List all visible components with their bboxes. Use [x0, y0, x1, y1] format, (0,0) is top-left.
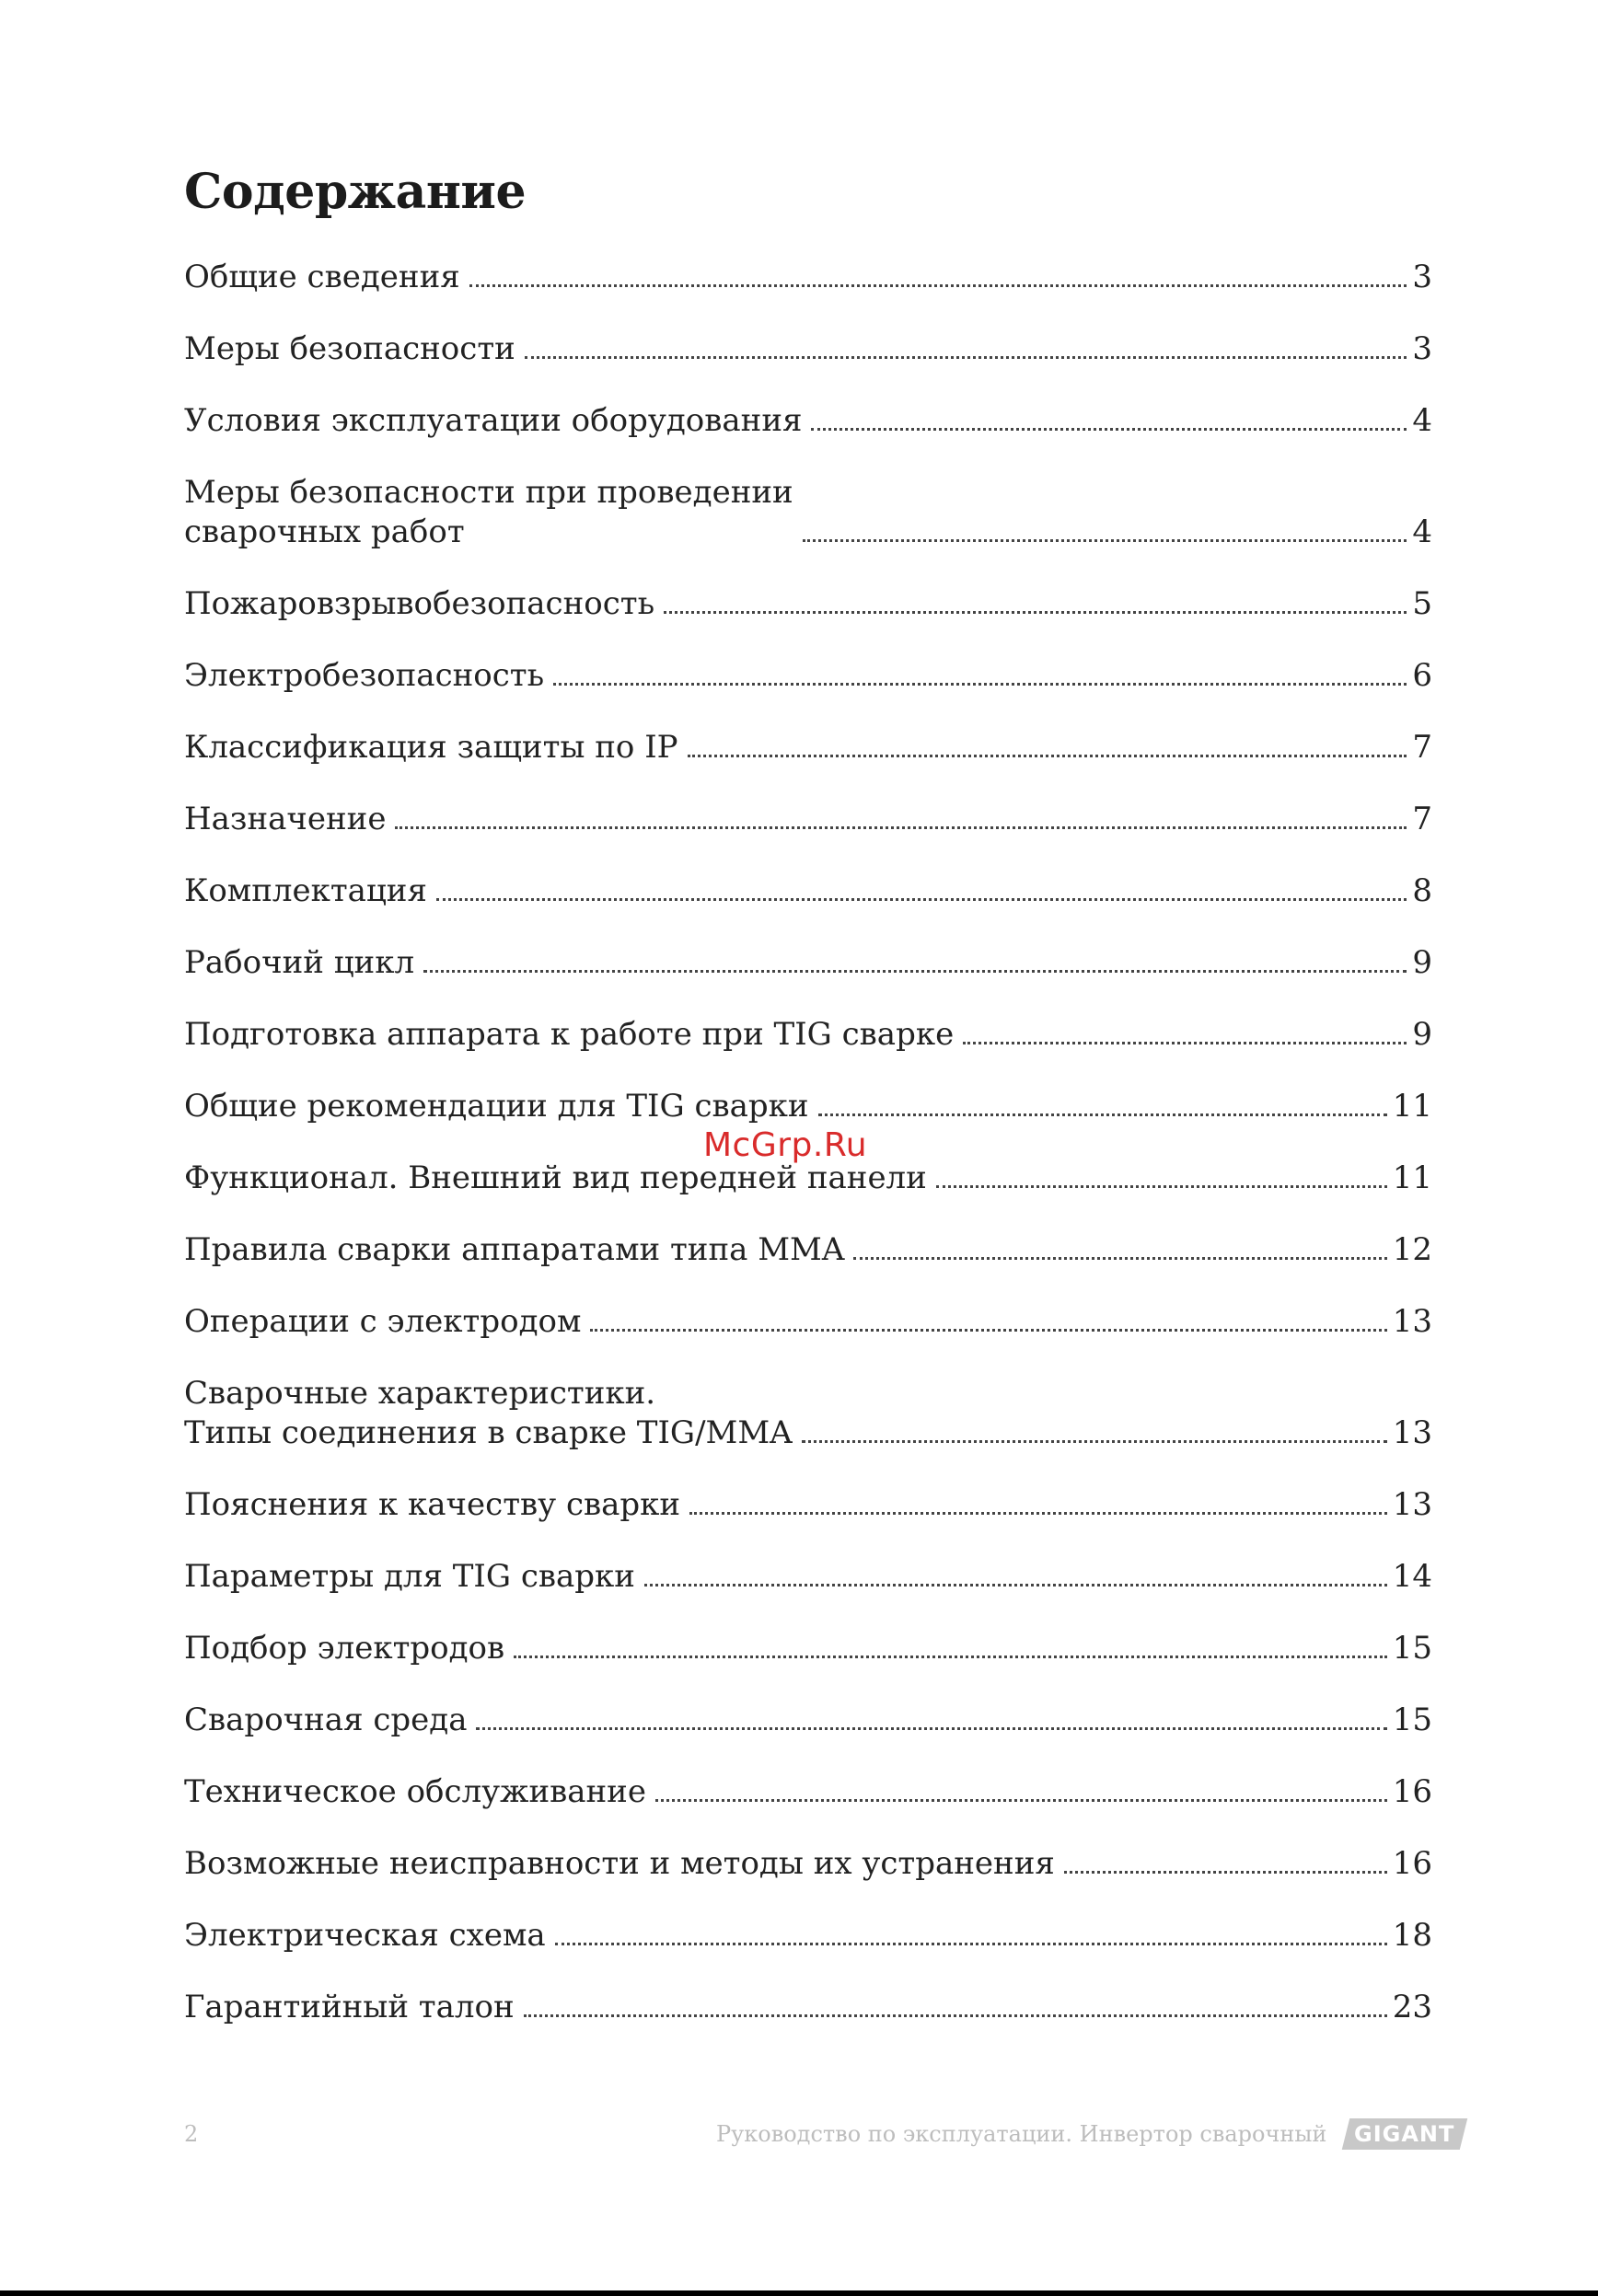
toc-entry-page: 12: [1392, 1231, 1432, 1268]
footer-doc-title: Руководство по эксплуатации. Инвертор сварочный: [716, 2121, 1327, 2147]
toc-entry[interactable]: [184, 401, 1432, 441]
toc-entry-page: 13: [1392, 1303, 1432, 1340]
toc-entry-label: Операции с электродом: [184, 1303, 582, 1340]
toc-entry-label: Меры безопасности: [184, 330, 515, 367]
toc-entry-page: 5: [1412, 585, 1432, 622]
toc-entry-page: 3: [1412, 259, 1432, 295]
toc-entry[interactable]: [184, 800, 1432, 839]
toc-entry-label: Пояснения к качеству сварки: [184, 1486, 681, 1523]
toc-entry-label: Пожаровзрывобезопасность: [184, 585, 655, 622]
toc-entry-page: 4: [1412, 513, 1432, 550]
toc-leader-dots: [590, 1329, 1386, 1332]
bottom-edge-rule: [0, 2290, 1598, 2296]
toc-leader-dots: [853, 1257, 1386, 1260]
toc-entry[interactable]: [184, 1988, 1432, 2027]
toc-entry-label: Классификация защиты по IP: [184, 729, 678, 766]
toc-entry[interactable]: [184, 1772, 1432, 1812]
toc-leader-dots: [664, 611, 1407, 614]
toc-entry[interactable]: [184, 1159, 1432, 1198]
toc-entry-page: 7: [1412, 801, 1432, 837]
toc-leader-dots: [963, 1042, 1407, 1044]
toc-entry[interactable]: [184, 1701, 1432, 1740]
watermark: McGrp.Ru: [703, 1126, 868, 1164]
toc-entry-page: 13: [1392, 1414, 1432, 1451]
toc-entry-label: Подбор электродов: [184, 1630, 505, 1667]
toc-entry-page: 14: [1392, 1558, 1432, 1595]
toc-entry[interactable]: [184, 1230, 1432, 1270]
toc-entry[interactable]: [184, 329, 1432, 369]
toc-leader-dots: [525, 356, 1407, 359]
toc-entry-page: 11: [1392, 1088, 1432, 1125]
toc-entry-page: 6: [1412, 657, 1432, 694]
toc-leader-dots: [689, 1512, 1387, 1515]
toc-entry[interactable]: [184, 473, 1432, 552]
toc-leader-dots: [803, 539, 1407, 542]
toc-entry-label: Условия эксплуатации оборудования: [184, 402, 803, 439]
toc-entry[interactable]: [184, 656, 1432, 696]
toc-entry-page: 15: [1392, 1630, 1432, 1667]
toc-entry-label: Назначение: [184, 801, 387, 837]
toc-entry-page: 7: [1412, 729, 1432, 766]
toc-leader-dots: [469, 284, 1407, 287]
toc-entry-page: 8: [1412, 872, 1432, 909]
toc-leader-dots: [423, 970, 1407, 973]
toc-leader-dots: [644, 1584, 1387, 1586]
toc-leader-dots: [688, 755, 1407, 757]
toc-entry-page: 15: [1392, 1702, 1432, 1738]
toc-leader-dots: [524, 2014, 1387, 2017]
footer-page-number: 2: [184, 2121, 199, 2147]
toc-entry-page: 9: [1412, 944, 1432, 981]
toc-entry-label: Электрическая схема: [184, 1917, 546, 1954]
toc-leader-dots: [436, 898, 1407, 901]
toc-entry-label: Комплектация: [184, 872, 427, 909]
brand-logo-text: GIGANT: [1354, 2121, 1455, 2147]
toc-entry-label: Электробезопасность: [184, 657, 545, 694]
toc-entry-label: Меры безопасности при проведении сварочных работ: [184, 474, 793, 550]
toc-entry-label: Общие рекомендации для TIG сварки: [184, 1088, 809, 1125]
toc-leader-dots: [395, 826, 1407, 829]
toc-entry[interactable]: [184, 1302, 1432, 1342]
toc-entry[interactable]: [184, 584, 1432, 624]
toc-entry[interactable]: [184, 728, 1432, 767]
toc-entry-label: Функционал. Внешний вид передней панели: [184, 1160, 927, 1196]
toc-entry-label: Сварочная среда: [184, 1702, 468, 1738]
toc-entry-page: 3: [1412, 330, 1432, 367]
toc-entry-page: 4: [1412, 402, 1432, 439]
toc-leader-dots: [1064, 1871, 1387, 1874]
toc-entry-label: Техническое обслуживание: [184, 1773, 646, 1810]
toc-entry-label: Правила сварки аппаратами типа MMA: [184, 1231, 845, 1268]
toc-entry[interactable]: [184, 1629, 1432, 1668]
toc-entry-page: 18: [1392, 1917, 1432, 1954]
toc-entry-page: 16: [1392, 1773, 1432, 1810]
toc-entry[interactable]: [184, 258, 1432, 297]
toc-entry-label: Параметры для TIG сварки: [184, 1558, 635, 1595]
toc-leader-dots: [802, 1440, 1387, 1443]
toc-leader-dots: [553, 683, 1407, 686]
toc-entry-label: Общие сведения: [184, 259, 460, 295]
toc-entry[interactable]: [184, 943, 1432, 983]
toc-entry-label: Сварочные характеристики. Типы соединения в сварке TIG/MMA: [184, 1375, 793, 1451]
toc-entry-label: Подготовка аппарата к работе при TIG сварке: [184, 1016, 955, 1053]
page-title: Содержание: [184, 164, 527, 220]
toc-entry-page: 13: [1392, 1486, 1432, 1523]
toc-leader-dots: [818, 1113, 1387, 1116]
toc-entry[interactable]: [184, 871, 1432, 911]
toc-entry[interactable]: [184, 1015, 1432, 1055]
toc-entry-page: 9: [1412, 1016, 1432, 1053]
toc-entry-label: Рабочий цикл: [184, 944, 415, 981]
toc-entry[interactable]: [184, 1485, 1432, 1525]
toc-entry[interactable]: [184, 1844, 1432, 1884]
toc-entry-page: 23: [1392, 1989, 1432, 2025]
toc-leader-dots: [936, 1185, 1387, 1188]
toc-entry[interactable]: [184, 1374, 1432, 1453]
brand-logo: [1342, 2118, 1467, 2150]
toc-entry[interactable]: [184, 1916, 1432, 1956]
toc-leader-dots: [655, 1799, 1387, 1802]
toc-leader-dots: [555, 1943, 1387, 1945]
toc-entry-page: 16: [1392, 1845, 1432, 1882]
toc-entry-page: 11: [1392, 1160, 1432, 1196]
toc-entry[interactable]: [184, 1557, 1432, 1597]
toc-entry-label: Возможные неисправности и методы их устранения: [184, 1845, 1055, 1882]
toc-entry-label: Гарантийный талон: [184, 1989, 515, 2025]
toc-entry[interactable]: [184, 1087, 1432, 1126]
toc-leader-dots: [811, 428, 1407, 431]
toc-leader-dots: [514, 1656, 1387, 1658]
toc-leader-dots: [476, 1727, 1386, 1730]
